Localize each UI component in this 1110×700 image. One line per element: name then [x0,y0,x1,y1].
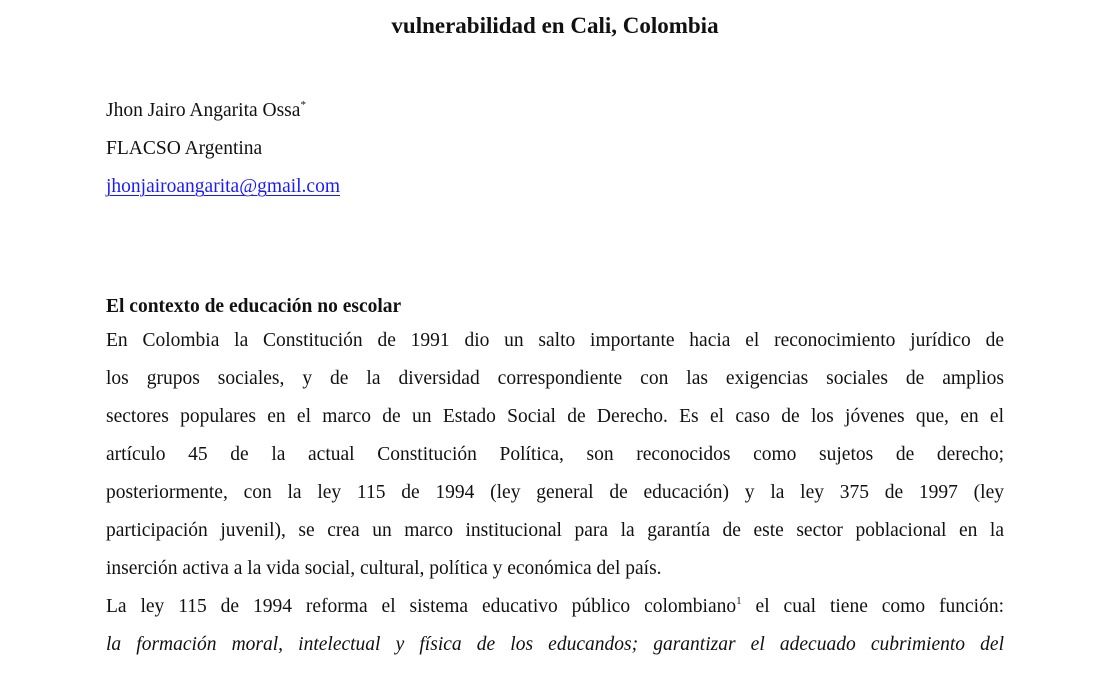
author-block [106,92,340,206]
author-email-link[interactable]: jhonjairoangarita@gmail.com [106,176,341,197]
paragraph-line: los grupos sociales, y de la diversidad correspondiente con las exigencias sociales de amplios [106,368,1004,389]
footnote-marker[interactable]: 1 [736,595,742,607]
paragraph-line: artículo 45 de la actual Constitución Política, son reconocidos como sujetos de derecho; [106,444,1004,465]
author-footnote-marker: * [300,99,306,111]
author-name: Jhon Jairo Angarita Ossa [106,100,301,121]
paragraph-line: posteriormente, con la ley 115 de 1994 (ley general de educación) y la ley 375 de 1997 (ley [106,482,1004,503]
document-title: vulnerabilidad en Cali, Colombia [391,13,719,38]
paragraph-line: participación juvenil), se crea un marco institucional para la garantía de este sector poblacional en la [106,520,1004,541]
section-heading: El contexto de educación no escolar [106,296,402,317]
paragraph-line: inserción activa a la vida social, cultural, política y económica del país. [106,558,662,579]
paragraph2-italic-line: la formación moral, intelectual y física de los educandos; garantizar el adecuado cubrimiento del [106,634,1004,655]
paragraph-line: sectores populares en el marco de un Estado Social de Derecho. Es el caso de los jóvenes que, en el [106,406,1004,427]
paragraph2-text-after-note: el cual tiene como función: [741,596,1004,617]
author-name-line [106,92,340,130]
paragraph-line: En Colombia la Constitución de 1991 dio un salto importante hacia el reconocimiento jurídico de [106,330,1004,351]
author-affiliation: FLACSO Argentina [106,138,263,159]
paragraph2-text-before-note: La ley 115 de 1994 reforma el sistema educativo público colombiano [106,596,737,617]
body-paragraph [106,322,1004,664]
paragraph2-first-line [106,588,1004,626]
